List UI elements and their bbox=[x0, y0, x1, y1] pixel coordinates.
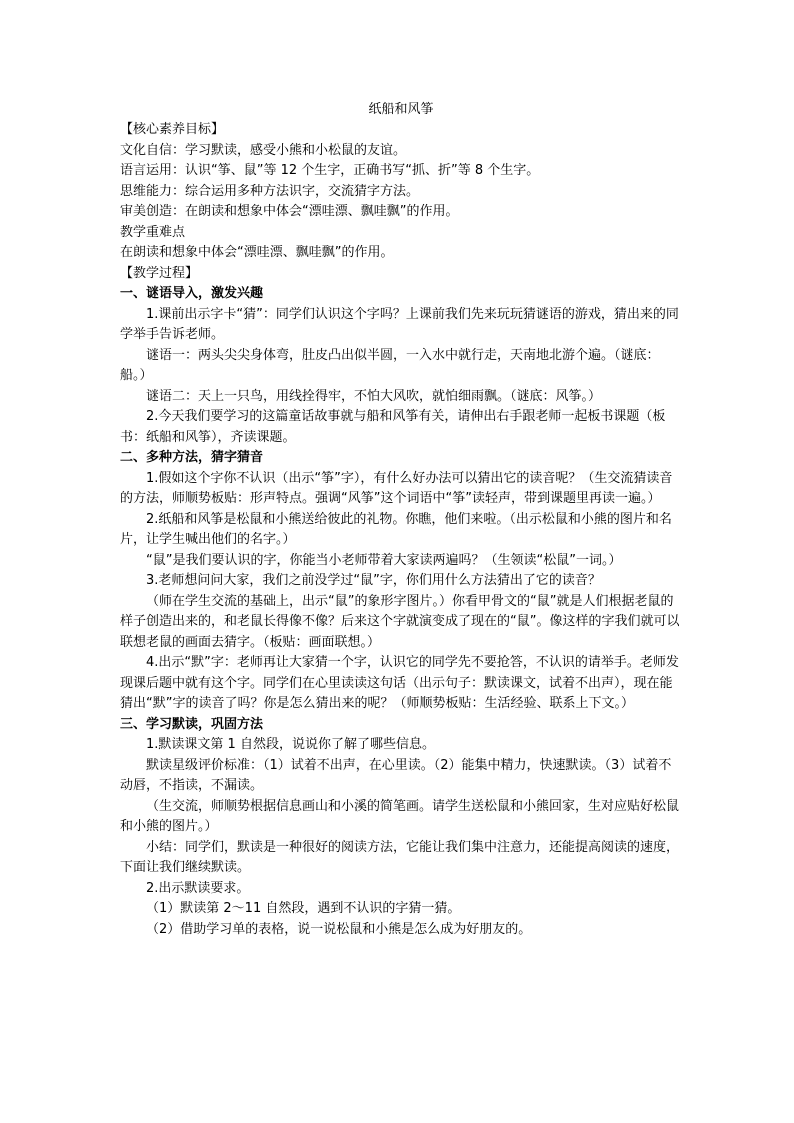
section-3-paragraph: 小结：同学们，默读是一种很好的阅读方法，它能让我们集中注意力，还能提高阅读的速度，下面让我们继续默读。 bbox=[120, 839, 680, 875]
section-1-heading: 一、谜语导入，激发兴趣 bbox=[120, 286, 264, 301]
process-heading: 【教学过程】 bbox=[120, 265, 199, 281]
section-1-paragraph: 1.课前出示字卡“猜”：同学们认识这个字吗？上课前我们先来玩玩猜谜语的游戏，猜出来的同学举手告诉老师。 bbox=[120, 306, 679, 342]
goals-heading: 【核心素养目标】 bbox=[120, 122, 225, 137]
goal-culture: 文化自信：学习默读，感受小熊和小松鼠的友谊。 bbox=[120, 142, 407, 158]
section-2-paragraph: 3.老师想问问大家，我们之前没学过“鼠”字，你们用什么方法猜出了它的读音？ bbox=[146, 573, 601, 588]
section-2-paragraph: 2.纸船和风筝是松鼠和小熊送给彼此的礼物。你瞧，他们来啦。（出示松鼠和小熊的图片和名片，让学生喊出他们的名字。） bbox=[120, 511, 672, 547]
section-1-riddle-2: 谜语二：天上一只鸟，用线拴得牢，不怕大风吹，就怕细雨飘。（谜底：风筝。） bbox=[146, 388, 602, 404]
goal-aesthetic: 审美创造：在朗读和想象中体会“漂哇漂、飘哇飘”的作用。 bbox=[120, 204, 459, 219]
section-3-list-item: （2）借助学习单的表格，说一说松鼠和小熊是怎么成为好朋友的。 bbox=[146, 921, 532, 937]
document-page bbox=[120, 100, 682, 940]
section-3-list-item: （1）默读第 2～11 自然段，遇到不认识的字猜一猜。 bbox=[146, 901, 461, 916]
section-2-paragraph: （师在学生交流的基础上，出示“鼠”的象形字图片。）你看甲骨文的“鼠”就是人们根据老鼠的样子创造出来的，和老鼠长得像不像？后来这个字就演变成了现在的“鼠”。像这样的字我们就可以联想老鼠的画面去猜字。（板贴：画面联想。） bbox=[120, 593, 680, 650]
goal-language: 语言运用：认识“筝、鼠”等 12 个生字，正确书写“抓、折”等 8 个生字。 bbox=[120, 163, 540, 178]
section-2-paragraph: “鼠”是我们要认识的字，你能当小老师带着大家读两遍吗？（生领读“松鼠”一词。） bbox=[146, 552, 622, 568]
goal-thinking: 思维能力：综合运用多种方法识字，交流猜字方法。 bbox=[120, 183, 420, 199]
section-3-paragraph: 2.出示默读要求。 bbox=[146, 880, 250, 896]
section-1-riddle-1: 谜语一：两头尖尖身体弯，肚皮凸出似半圆，一入水中就行走，天南地北游个遍。（谜底：船。） bbox=[120, 347, 660, 383]
section-2-paragraph: 1.假如这个字你不认识（出示“筝”字），有什么好办法可以猜出它的读音呢？（生交流猜读音的方法，师顺势板贴：形声特点。强调“风筝”这个词语中“筝”读轻声，带到课题里再读一遍。） bbox=[120, 470, 673, 506]
document-title: 纸船和风筝 bbox=[368, 102, 434, 117]
section-3-paragraph: 1.默读课文第 1 自然段，说说你了解了哪些信息。 bbox=[146, 737, 435, 752]
section-3-paragraph: 默读星级评价标准：（1）试着不出声，在心里读。（2）能集中精力，快速默读。（3）试着不动唇，不指读，不漏读。 bbox=[120, 757, 672, 793]
section-1-paragraph: 2.今天我们要学习的这篇童话故事就与船和风筝有关，请伸出右手跟老师一起板书课题（板书：纸船和风筝），齐读课题。 bbox=[120, 409, 666, 445]
key-points-heading: 教学重难点 bbox=[120, 224, 186, 240]
section-3-heading: 三、学习默读，巩固方法 bbox=[120, 716, 264, 732]
key-points-text: 在朗读和想象中体会“漂哇漂、飘哇飘”的作用。 bbox=[120, 245, 394, 260]
section-3-paragraph: （生交流，师顺势根据信息画山和小溪的简笔画。请学生送松鼠和小熊回家，生对应贴好松鼠和小熊的图片。） bbox=[120, 798, 680, 834]
section-2-heading: 二、多种方法，猜字猜音 bbox=[120, 450, 264, 465]
section-2-paragraph: 4.出示“默”字：老师再让大家猜一个字，认识它的同学先不要抢答，不认识的请举手。老师发现课后题中就有这个字。同学们在心里读读这句话（出示句子：默读课文，试着不出声），现在能猜出“默”字的读音了吗？你是怎么猜出来的呢？（师顺势板贴：生活经验、联系上下文。） bbox=[120, 655, 679, 711]
